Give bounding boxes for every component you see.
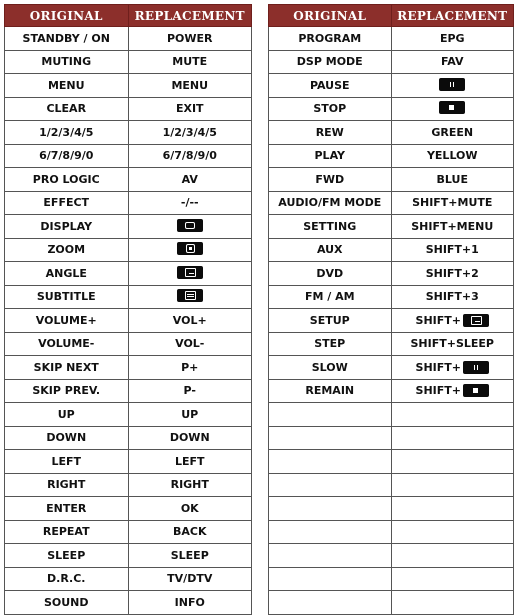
original-cell xyxy=(269,497,392,521)
table-row xyxy=(5,27,252,51)
replacement-text: SHIFT+ xyxy=(415,313,461,327)
replacement-cell: DOWN xyxy=(128,426,252,450)
replacement-cell: YELLOW xyxy=(391,144,514,168)
replacement-cell: POWER xyxy=(128,27,252,51)
replacement-cell: INFO xyxy=(128,591,252,615)
replacement-cell: SHIFT+2 xyxy=(391,262,514,286)
original-cell: ZOOM xyxy=(5,238,129,262)
table-row xyxy=(269,97,514,121)
original-cell: STOP xyxy=(269,97,392,121)
original-cell: LEFT xyxy=(5,450,129,474)
table-row xyxy=(269,426,514,450)
table-row xyxy=(5,191,252,215)
replacement-cell: MENU xyxy=(128,74,252,98)
replacement-cell: EXIT xyxy=(128,97,252,121)
original-cell xyxy=(269,450,392,474)
replacement-value xyxy=(177,289,203,302)
replacement-cell xyxy=(128,262,252,286)
table-row xyxy=(269,520,514,544)
zoom-icon xyxy=(177,242,203,255)
original-cell: REPEAT xyxy=(5,520,129,544)
table-row xyxy=(5,50,252,74)
replacement-cell xyxy=(128,215,252,239)
replacement-cell xyxy=(391,450,514,474)
table-row xyxy=(5,168,252,192)
left-mapping-table xyxy=(4,4,252,615)
replacement-cell xyxy=(391,591,514,615)
original-cell xyxy=(269,426,392,450)
table-row xyxy=(269,262,514,286)
original-cell: SKIP PREV. xyxy=(5,379,129,403)
original-cell: 1/2/3/4/5 xyxy=(5,121,129,145)
angle-icon xyxy=(463,314,489,327)
replacement-cell: RIGHT xyxy=(128,473,252,497)
replacement-cell: TV/DTV xyxy=(128,567,252,591)
stop-icon xyxy=(439,101,465,114)
table-row xyxy=(5,74,252,98)
original-cell xyxy=(269,403,392,427)
table-row xyxy=(5,121,252,145)
original-cell: PRO LOGIC xyxy=(5,168,129,192)
original-cell: SKIP NEXT xyxy=(5,356,129,380)
pause-icon xyxy=(463,361,489,374)
table-row xyxy=(269,191,514,215)
table-row xyxy=(269,74,514,98)
replacement-value xyxy=(439,101,465,114)
replacement-cell: AV xyxy=(128,168,252,192)
original-cell: SLEEP xyxy=(5,544,129,568)
table-row xyxy=(5,497,252,521)
table-row xyxy=(5,332,252,356)
replacement-value xyxy=(416,384,489,397)
table-row xyxy=(269,473,514,497)
original-cell xyxy=(269,520,392,544)
original-cell xyxy=(269,544,392,568)
replacement-cell xyxy=(391,544,514,568)
replacement-cell: VOL+ xyxy=(128,309,252,333)
original-cell: DVD xyxy=(269,262,392,286)
replacement-cell: SHIFT+1 xyxy=(391,238,514,262)
replacement-cell xyxy=(391,403,514,427)
original-cell: SETTING xyxy=(269,215,392,239)
original-cell: SOUND xyxy=(5,591,129,615)
replacement-cell xyxy=(391,567,514,591)
table-row xyxy=(269,285,514,309)
original-cell xyxy=(269,567,392,591)
original-cell: MUTING xyxy=(5,50,129,74)
table-row xyxy=(5,285,252,309)
table-row xyxy=(269,168,514,192)
original-cell: AUX xyxy=(269,238,392,262)
original-cell: EFFECT xyxy=(5,191,129,215)
table-row xyxy=(269,238,514,262)
original-cell: CLEAR xyxy=(5,97,129,121)
subtitle-icon xyxy=(177,289,203,302)
replacement-text: SHIFT+ xyxy=(415,360,461,374)
replacement-cell xyxy=(391,356,514,380)
replacement-value xyxy=(177,242,203,255)
replacement-cell: LEFT xyxy=(128,450,252,474)
replacement-cell: 1/2/3/4/5 xyxy=(128,121,252,145)
table-row xyxy=(5,262,252,286)
replacement-cell: GREEN xyxy=(391,121,514,145)
replacement-value xyxy=(416,314,489,327)
table-row xyxy=(269,403,514,427)
replacement-cell: SLEEP xyxy=(128,544,252,568)
table-row xyxy=(5,591,252,615)
table-row xyxy=(5,144,252,168)
replacement-header: REPLACEMENT xyxy=(391,5,514,27)
right-table-body xyxy=(269,27,514,615)
original-cell: VOLUME+ xyxy=(5,309,129,333)
replacement-cell xyxy=(128,238,252,262)
replacement-cell xyxy=(391,309,514,333)
original-cell: UP xyxy=(5,403,129,427)
header-row xyxy=(269,5,514,27)
replacement-cell: UP xyxy=(128,403,252,427)
table-row xyxy=(5,567,252,591)
table-row xyxy=(5,544,252,568)
replacement-cell xyxy=(391,97,514,121)
left-table-body xyxy=(5,27,252,615)
table-row xyxy=(269,544,514,568)
table-row xyxy=(269,215,514,239)
replacement-cell: SHIFT+3 xyxy=(391,285,514,309)
original-cell: SETUP xyxy=(269,309,392,333)
replacement-cell: BLUE xyxy=(391,168,514,192)
original-cell: RIGHT xyxy=(5,473,129,497)
original-header: ORIGINAL xyxy=(5,5,129,27)
replacement-text: SHIFT+ xyxy=(415,384,461,398)
replacement-cell: P- xyxy=(128,379,252,403)
replacement-cell xyxy=(391,497,514,521)
table-row xyxy=(5,215,252,239)
table-row xyxy=(5,473,252,497)
replacement-cell: -/-- xyxy=(128,191,252,215)
replacement-cell: 6/7/8/9/0 xyxy=(128,144,252,168)
original-cell: FWD xyxy=(269,168,392,192)
table-row xyxy=(5,403,252,427)
replacement-cell: FAV xyxy=(391,50,514,74)
replacement-cell: OK xyxy=(128,497,252,521)
original-cell: PAUSE xyxy=(269,74,392,98)
original-cell: PLAY xyxy=(269,144,392,168)
angle-icon xyxy=(177,266,203,279)
table-row xyxy=(5,97,252,121)
original-cell: D.R.C. xyxy=(5,567,129,591)
table-row xyxy=(269,121,514,145)
original-header: ORIGINAL xyxy=(269,5,392,27)
original-cell: 6/7/8/9/0 xyxy=(5,144,129,168)
replacement-value xyxy=(177,219,203,232)
replacement-cell: SHIFT+SLEEP xyxy=(391,332,514,356)
table-row xyxy=(5,309,252,333)
replacement-cell: SHIFT+MUTE xyxy=(391,191,514,215)
table-row xyxy=(269,450,514,474)
header-row xyxy=(5,5,252,27)
table-row xyxy=(5,520,252,544)
original-cell: VOLUME- xyxy=(5,332,129,356)
original-cell xyxy=(269,591,392,615)
replacement-value xyxy=(177,266,203,279)
pause-icon xyxy=(439,78,465,91)
original-cell: DSP MODE xyxy=(269,50,392,74)
right-mapping-table xyxy=(268,4,514,615)
table-row xyxy=(5,426,252,450)
original-cell xyxy=(269,473,392,497)
replacement-value xyxy=(416,361,489,374)
display-icon xyxy=(177,219,203,232)
replacement-cell xyxy=(391,426,514,450)
table-row xyxy=(269,50,514,74)
replacement-cell xyxy=(391,473,514,497)
replacement-header: REPLACEMENT xyxy=(128,5,252,27)
original-cell: STANDBY / ON xyxy=(5,27,129,51)
original-cell: ANGLE xyxy=(5,262,129,286)
original-cell: ENTER xyxy=(5,497,129,521)
table-row xyxy=(5,356,252,380)
original-cell: SUBTITLE xyxy=(5,285,129,309)
original-cell: SLOW xyxy=(269,356,392,380)
replacement-cell xyxy=(128,285,252,309)
table-row xyxy=(269,379,514,403)
table-row xyxy=(269,356,514,380)
table-row xyxy=(269,27,514,51)
replacement-cell: MUTE xyxy=(128,50,252,74)
replacement-cell: BACK xyxy=(128,520,252,544)
stop-icon xyxy=(463,384,489,397)
original-cell: REMAIN xyxy=(269,379,392,403)
table-row xyxy=(269,591,514,615)
original-cell: AUDIO/FM MODE xyxy=(269,191,392,215)
original-cell: FM / AM xyxy=(269,285,392,309)
table-row xyxy=(5,450,252,474)
replacement-cell: EPG xyxy=(391,27,514,51)
replacement-value xyxy=(439,78,465,91)
table-row xyxy=(5,379,252,403)
replacement-cell xyxy=(391,379,514,403)
replacement-cell: P+ xyxy=(128,356,252,380)
original-cell: DISPLAY xyxy=(5,215,129,239)
replacement-cell xyxy=(391,74,514,98)
table-row xyxy=(269,332,514,356)
original-cell: MENU xyxy=(5,74,129,98)
original-cell: DOWN xyxy=(5,426,129,450)
table-row xyxy=(269,497,514,521)
table-row xyxy=(269,144,514,168)
replacement-cell xyxy=(391,520,514,544)
table-row xyxy=(269,309,514,333)
replacement-cell: VOL- xyxy=(128,332,252,356)
original-cell: PROGRAM xyxy=(269,27,392,51)
original-cell: STEP xyxy=(269,332,392,356)
table-row xyxy=(269,567,514,591)
replacement-cell: SHIFT+MENU xyxy=(391,215,514,239)
original-cell: REW xyxy=(269,121,392,145)
table-row xyxy=(5,238,252,262)
